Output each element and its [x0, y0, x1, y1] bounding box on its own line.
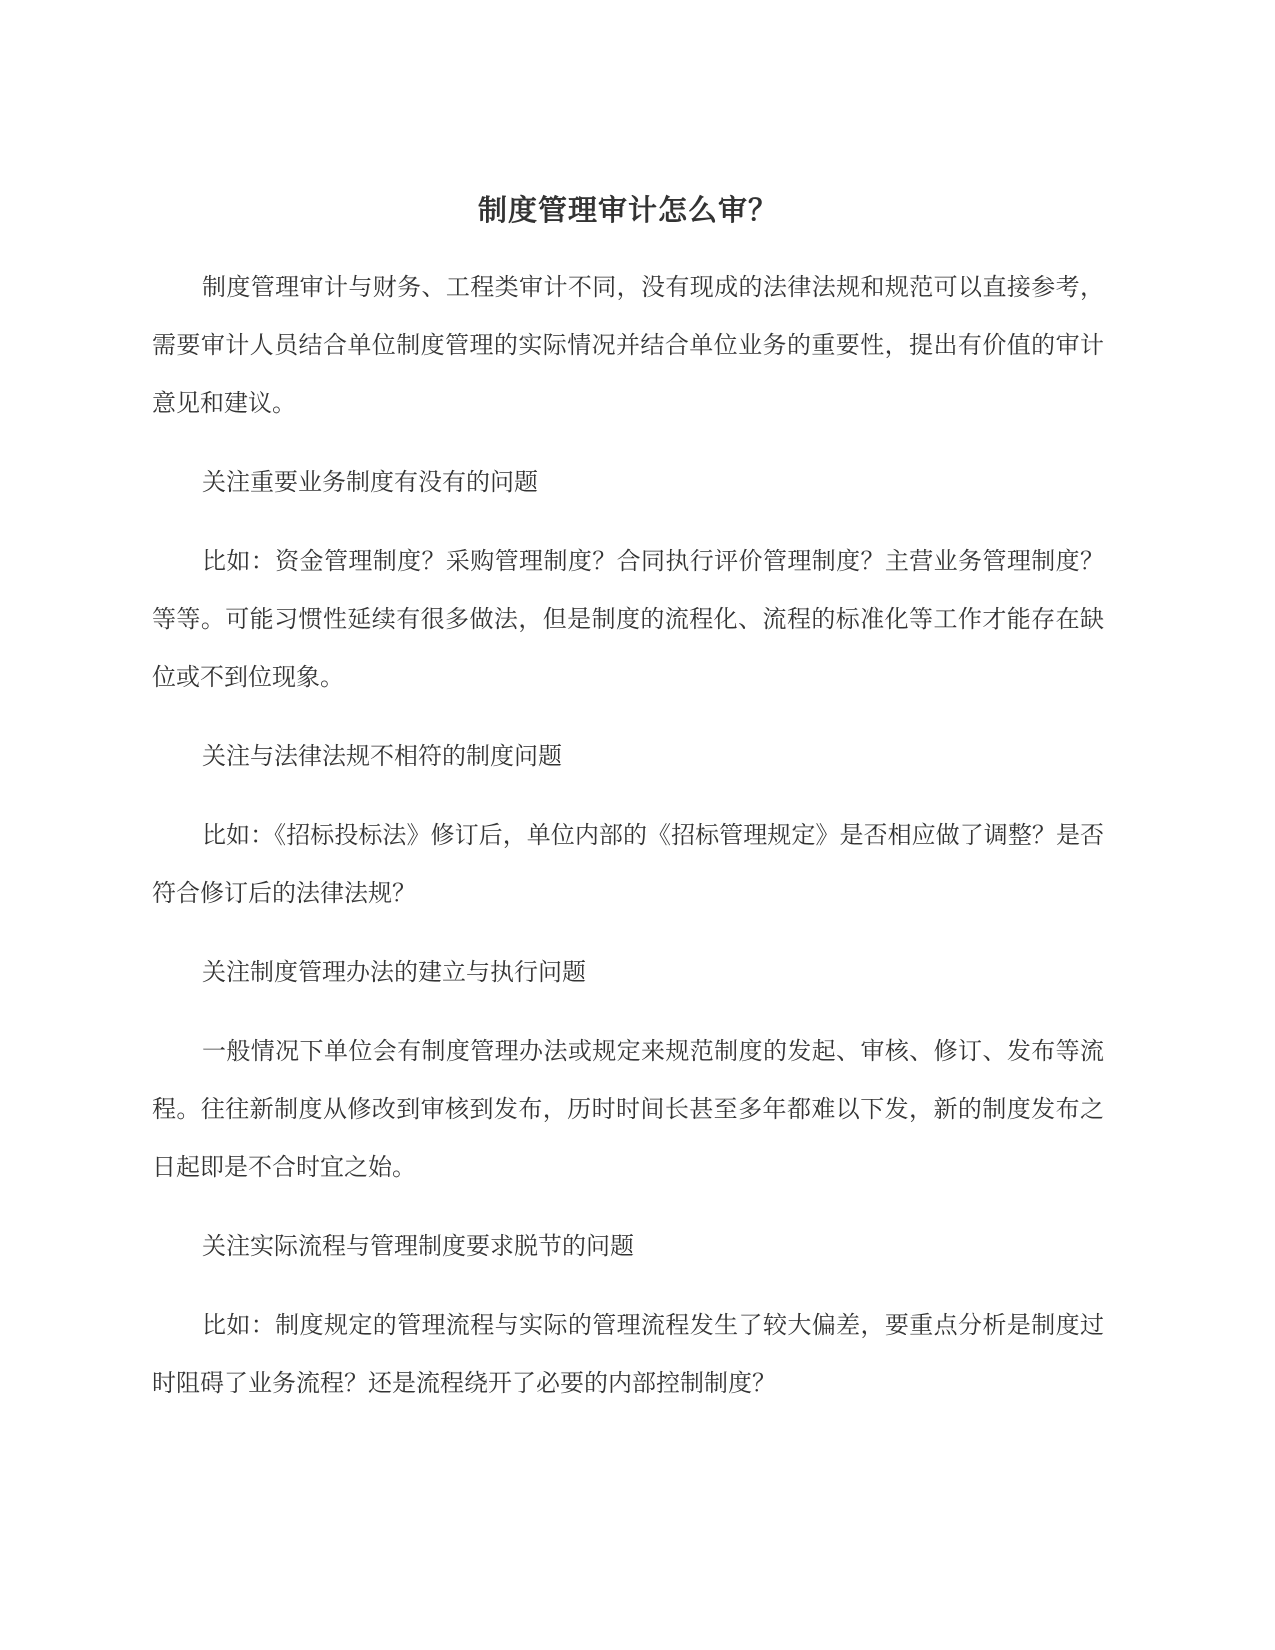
- intro-paragraph: 制度管理审计与财务、工程类审计不同，没有现成的法律法规和规范可以直接参考，需要审计人员结合单位制度管理的实际情况并结合单位业务的重要性，提出有价值的审计意见和建议。: [152, 273, 1104, 417]
- section-heading-process-gap: 关注实际流程与管理制度要求脱节的问题: [202, 1232, 634, 1260]
- section-body-important-systems: 比如：资金管理制度？采购管理制度？合同执行评价管理制度？主营业务管理制度？等等。可能习惯性延续有很多做法，但是制度的流程化、流程的标准化等工作才能存在缺位或不到位现象。: [152, 547, 1104, 691]
- section-heading-legal-conformity: 关注与法律法规不相符的制度问题: [202, 742, 562, 770]
- section-body-legal-conformity: 比如：《招标投标法》修订后，单位内部的《招标管理规定》是否相应做了调整？是否符合修订后的法律法规？: [152, 821, 1104, 907]
- section-body-management-measures: 一般情况下单位会有制度管理办法或规定来规范制度的发起、审核、修订、发布等流程。往往新制度从修改到审核到发布，历时时间长甚至多年都难以下发，新的制度发布之日起即是不合时宜之始。: [152, 1037, 1104, 1181]
- section-heading-management-measures: 关注制度管理办法的建立与执行问题: [202, 958, 586, 986]
- section-body-process-gap: 比如：制度规定的管理流程与实际的管理流程发生了较大偏差，要重点分析是制度过时阻碍了业务流程？还是流程绕开了必要的内部控制制度？: [152, 1311, 1104, 1397]
- document-page: [152, 180, 1104, 1433]
- section-heading-important-systems: 关注重要业务制度有没有的问题: [202, 468, 538, 496]
- document-title: 制度管理审计怎么审？: [477, 193, 778, 227]
